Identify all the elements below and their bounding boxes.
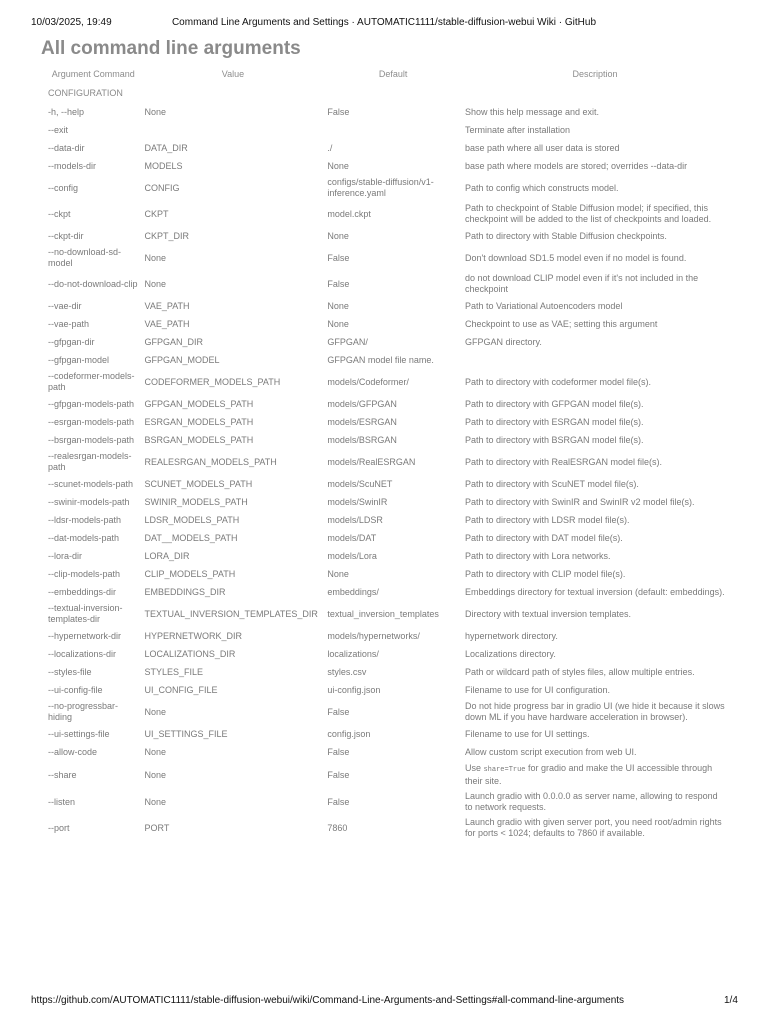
argument-cell: --gfpgan-model — [48, 354, 110, 365]
default-cell: None — [327, 300, 349, 311]
description-cell: Show this help message and exit. — [464, 106, 600, 117]
table-row — [45, 743, 728, 761]
argument-cell: --no-download-sd-model — [48, 247, 122, 268]
default-cell: ui-config.json — [327, 684, 381, 695]
table-body — [45, 82, 728, 841]
argument-cell: --esrgan-models-path — [48, 416, 135, 427]
value-cell: LOCALIZATIONS_DIR — [144, 648, 236, 659]
argument-cell: --config — [48, 182, 79, 193]
table-row — [45, 815, 728, 841]
argument-cell: --ldsr-models-path — [48, 514, 122, 525]
description-cell: Launch gradio with 0.0.0.0 as server name, allowing to respond to network requests. — [464, 791, 718, 812]
argument-cell: --lora-dir — [48, 550, 83, 561]
value-cell: TEXTUAL_INVERSION_TEMPLATES_DIR — [144, 608, 318, 619]
description-cell: Path to directory with SwinIR and SwinIR v2 model file(s). — [464, 496, 695, 507]
description-cell: Path to config which constructs model. — [464, 182, 619, 193]
table-row — [45, 529, 728, 547]
default-cell: models/BSRGAN — [327, 434, 397, 445]
description-cell: Don't download SD1.5 model even if no model is found. — [464, 252, 687, 263]
description-cell: Path to directory with Stable Diffusion checkpoints. — [464, 230, 667, 241]
argument-cell: --ui-settings-file — [48, 728, 110, 739]
argument-cell: --ui-config-file — [48, 684, 103, 695]
default-cell: embeddings/ — [327, 586, 379, 597]
value-cell: LORA_DIR — [144, 550, 190, 561]
argument-cell: --localizations-dir — [48, 648, 117, 659]
table-row — [45, 761, 728, 789]
default-cell: config.json — [327, 728, 371, 739]
value-cell: UI_CONFIG_FILE — [144, 684, 218, 695]
description-cell: Path to directory with LDSR model file(s). — [464, 514, 630, 525]
value-cell: REALESRGAN_MODELS_PATH — [144, 456, 277, 467]
argument-cell: --data-dir — [48, 142, 85, 153]
column-header-argument: Argument Command — [51, 69, 135, 79]
table-row — [45, 493, 728, 511]
default-cell: None — [327, 318, 349, 329]
default-cell: models/RealESRGAN — [327, 456, 416, 467]
table-row — [45, 121, 728, 139]
description-cell: Path or wildcard path of styles files, allow multiple entries. — [464, 666, 695, 677]
value-cell: CKPT_DIR — [144, 230, 190, 241]
table-header-row — [45, 66, 728, 82]
column-header-value: Value — [221, 69, 245, 79]
description-text: Use — [464, 763, 484, 773]
table-row — [45, 431, 728, 449]
value-cell: UI_SETTINGS_FILE — [144, 728, 228, 739]
arguments-table — [45, 66, 728, 841]
argument-cell: --share — [48, 769, 77, 780]
description-cell: Path to directory with codeformer model file(s). — [464, 376, 652, 387]
value-cell: CKPT — [144, 208, 169, 219]
value-cell: MODELS — [144, 160, 183, 171]
description-cell: Path to directory with RealESRGAN model file(s). — [464, 456, 663, 467]
argument-cell: --allow-code — [48, 746, 98, 757]
argument-cell: --styles-file — [48, 666, 92, 677]
value-cell: EMBEDDINGS_DIR — [144, 586, 226, 597]
table-row — [45, 663, 728, 681]
value-cell: HYPERNETWORK_DIR — [144, 630, 243, 641]
description-cell: Localizations directory. — [464, 648, 556, 659]
argument-cell: --ckpt — [48, 208, 71, 219]
description-cell: Path to directory with Lora networks. — [464, 550, 611, 561]
argument-cell: --exit — [48, 124, 68, 135]
default-cell: False — [327, 106, 350, 117]
argument-cell: --swinir-models-path — [48, 496, 130, 507]
default-cell — [324, 121, 462, 139]
value-cell: LDSR_MODELS_PATH — [144, 514, 240, 525]
description-cell: Path to directory with CLIP model file(s). — [464, 568, 626, 579]
table-row — [45, 449, 728, 475]
default-cell: ./ — [327, 142, 333, 153]
value-cell: None — [144, 278, 167, 289]
description-cell: Path to Variational Autoencoders model — [464, 300, 623, 311]
table-row — [45, 297, 728, 315]
value-cell: PORT — [144, 822, 170, 833]
default-cell: models/GFPGAN — [327, 398, 397, 409]
description-cell — [462, 351, 728, 369]
description-cell: Allow custom script execution from web UI. — [464, 746, 637, 757]
table-row — [45, 699, 728, 725]
footer-url: https://github.com/AUTOMATIC1111/stable-diffusion-webui/wiki/Command-Line-Arguments-and-Settings#all-command-line-arguments — [31, 995, 625, 1006]
argument-cell: --port — [48, 822, 70, 833]
default-cell: model.ckpt — [327, 208, 371, 219]
description-cell: Directory with textual inversion templates. — [464, 608, 632, 619]
table-row — [45, 645, 728, 663]
default-cell: models/Codeformer/ — [327, 376, 409, 387]
table-row — [45, 333, 728, 351]
argument-cell: --dat-models-path — [48, 532, 120, 543]
value-cell: DAT__MODELS_PATH — [144, 532, 238, 543]
page-title: All command line arguments — [41, 38, 301, 59]
table-row — [45, 789, 728, 815]
value-cell: None — [144, 746, 167, 757]
table-row — [45, 315, 728, 333]
default-cell: textual_inversion_templates — [327, 608, 439, 619]
value-cell: VAE_PATH — [144, 300, 190, 311]
value-cell: STYLES_FILE — [144, 666, 204, 677]
default-cell: False — [327, 769, 350, 780]
default-cell: False — [327, 252, 350, 263]
table-row — [45, 601, 728, 627]
value-cell: SWINIR_MODELS_PATH — [144, 496, 248, 507]
default-cell: GFPGAN model file name. — [327, 354, 434, 365]
default-cell: models/ScuNET — [327, 478, 393, 489]
description-text: for gradio and make the UI accessible through their site. — [464, 763, 713, 786]
default-cell: models/LDSR — [327, 514, 383, 525]
value-cell: SCUNET_MODELS_PATH — [144, 478, 253, 489]
description-cell: Path to directory with DAT model file(s). — [464, 532, 623, 543]
value-cell: None — [144, 106, 167, 117]
table-row — [45, 475, 728, 493]
table-row — [45, 227, 728, 245]
argument-cell: --vae-dir — [48, 300, 82, 311]
value-cell — [142, 121, 325, 139]
table-row — [45, 547, 728, 565]
description-cell — [462, 761, 728, 789]
argument-cell: --ckpt-dir — [48, 230, 84, 241]
value-cell: BSRGAN_MODELS_PATH — [144, 434, 254, 445]
default-cell: False — [327, 706, 350, 717]
argument-cell: --bsrgan-models-path — [48, 434, 135, 445]
table-row — [45, 511, 728, 529]
description-cell: Launch gradio with given server port, you need root/admin rights for ports < 1024; defaults to 7860 if available. — [464, 817, 722, 838]
table-row — [45, 201, 728, 227]
description-cell: Do not hide progress bar in gradio UI (we hide it because it slows down ML if you have hardware acceleration in browser). — [464, 701, 725, 722]
table-row — [45, 681, 728, 699]
value-cell: ESRGAN_MODELS_PATH — [144, 416, 254, 427]
default-cell: models/ESRGAN — [327, 416, 397, 427]
description-cell: Checkpoint to use as VAE; setting this argument — [464, 318, 658, 329]
argument-cell: --listen — [48, 796, 76, 807]
value-cell: DATA_DIR — [144, 142, 188, 153]
default-cell: None — [327, 568, 349, 579]
page-number: 1/4 — [724, 995, 738, 1006]
default-cell: False — [327, 796, 350, 807]
description-cell: base path where all user data is stored — [464, 142, 620, 153]
default-cell: False — [327, 746, 350, 757]
print-header — [0, 17, 768, 31]
description-cell: hypernetwork directory. — [464, 630, 558, 641]
argument-cell: --hypernetwork-dir — [48, 630, 122, 641]
table-row — [45, 395, 728, 413]
section-label: CONFIGURATION — [48, 88, 123, 98]
value-cell: None — [144, 706, 167, 717]
description-cell: do not download CLIP model even if it's not included in the checkpoint — [464, 273, 699, 294]
table-row — [45, 351, 728, 369]
default-cell: styles.csv — [327, 666, 367, 677]
section-row — [45, 82, 728, 103]
column-header-description: Description — [572, 69, 618, 79]
argument-cell: --scunet-models-path — [48, 478, 134, 489]
argument-cell: -h, --help — [48, 106, 85, 117]
description-cell: Path to directory with GFPGAN model file(s). — [464, 398, 644, 409]
table-row — [45, 139, 728, 157]
column-header-default: Default — [378, 69, 408, 79]
value-cell: GFPGAN_MODEL — [144, 354, 220, 365]
description-cell: GFPGAN directory. — [464, 336, 542, 347]
default-cell: False — [327, 278, 350, 289]
value-cell: None — [144, 769, 167, 780]
argument-cell: --no-progressbar-hiding — [48, 701, 119, 722]
default-cell: GFPGAN/ — [327, 336, 368, 347]
argument-cell: --realesrgan-models-path — [48, 451, 132, 472]
description-cell: base path where models are stored; overrides --data-dir — [464, 160, 688, 171]
table-row — [45, 583, 728, 601]
argument-cell: --clip-models-path — [48, 568, 121, 579]
table-row — [45, 725, 728, 743]
argument-cell: --textual-inversion-templates-dir — [48, 603, 123, 624]
description-cell: Filename to use for UI settings. — [464, 728, 590, 739]
value-cell: CODEFORMER_MODELS_PATH — [144, 376, 281, 387]
default-cell: models/Lora — [327, 550, 377, 561]
argument-cell: --gfpgan-models-path — [48, 398, 135, 409]
description-cell: Path to directory with ESRGAN model file(s). — [464, 416, 644, 427]
default-cell: models/SwinIR — [327, 496, 388, 507]
default-cell: localizations/ — [327, 648, 379, 659]
description-cell: Path to directory with ScuNET model file(s). — [464, 478, 639, 489]
description-cell: Path to checkpoint of Stable Diffusion model; if specified, this checkpoint will be added to the list of checkpoints and loaded. — [464, 203, 712, 224]
table-row — [45, 565, 728, 583]
default-cell: 7860 — [327, 822, 348, 833]
argument-cell: --codeformer-models-path — [48, 371, 135, 392]
table-row — [45, 627, 728, 645]
table-row — [45, 245, 728, 271]
description-cell: Filename to use for UI configuration. — [464, 684, 611, 695]
table-row — [45, 157, 728, 175]
value-cell: None — [144, 796, 167, 807]
value-cell: CLIP_MODELS_PATH — [144, 568, 236, 579]
default-cell: None — [327, 230, 349, 241]
description-cell: Path to directory with BSRGAN model file(s). — [464, 434, 644, 445]
default-cell: models/hypernetworks/ — [327, 630, 420, 641]
table-row — [45, 369, 728, 395]
argument-cell: --gfpgan-dir — [48, 336, 95, 347]
value-cell: VAE_PATH — [144, 318, 190, 329]
table-row — [45, 413, 728, 431]
value-cell: CONFIG — [144, 182, 180, 193]
description-cell: Terminate after installation — [464, 124, 571, 135]
description-cell: Embeddings directory for textual inversion (default: embeddings). — [464, 586, 725, 597]
argument-cell: --models-dir — [48, 160, 97, 171]
argument-cell: --embeddings-dir — [48, 586, 117, 597]
argument-cell: --vae-path — [48, 318, 90, 329]
print-datetime: 10/03/2025, 19:49 — [31, 17, 112, 28]
default-cell: configs/stable-diffusion/v1-inference.yaml — [327, 177, 434, 198]
value-cell: GFPGAN_DIR — [144, 336, 204, 347]
inline-code: share=True — [483, 766, 526, 774]
table-row — [45, 103, 728, 121]
default-cell: models/DAT — [327, 532, 377, 543]
print-title: Command Line Arguments and Settings · AUTOMATIC1111/stable-diffusion-webui Wiki · GitHub — [171, 17, 597, 28]
table-row — [45, 175, 728, 201]
default-cell: None — [327, 160, 349, 171]
argument-cell: --do-not-download-clip — [48, 278, 138, 289]
value-cell: None — [144, 252, 167, 263]
value-cell: GFPGAN_MODELS_PATH — [144, 398, 254, 409]
table-row — [45, 271, 728, 297]
